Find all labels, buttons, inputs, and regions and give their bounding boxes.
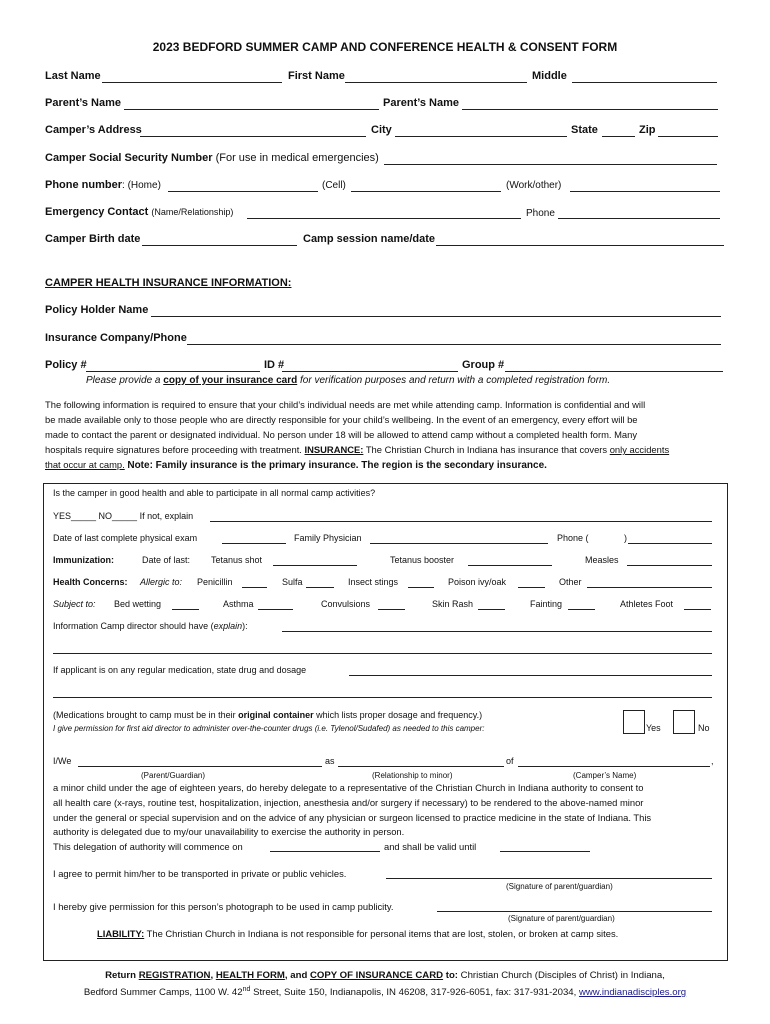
phone-work-field[interactable] bbox=[570, 191, 720, 192]
last-name-label: Last Name bbox=[45, 70, 101, 82]
consent-line-3: under the general or special supervision and on the advice of any physician or surgeon licensed to practice medicine in the state of Indiana. This bbox=[53, 811, 652, 823]
emergency-phone-label: Phone bbox=[526, 208, 555, 219]
yes-label: Yes bbox=[646, 723, 661, 733]
good-health-question: Is the camper in good health and able to participate in all normal camp activities? bbox=[53, 488, 376, 498]
id-field[interactable] bbox=[282, 371, 458, 372]
date-of-last-label: Date of last: bbox=[142, 555, 191, 565]
of-label: of bbox=[506, 756, 514, 766]
footer-copy-card: COPY OF INSURANCE CARD bbox=[309, 970, 444, 981]
city-field[interactable] bbox=[395, 136, 567, 137]
meds-note-pre: (Medications brought to camp must be in their bbox=[53, 710, 236, 720]
birth-date-field[interactable] bbox=[142, 245, 297, 246]
measles-field[interactable] bbox=[627, 565, 712, 566]
session-field[interactable] bbox=[436, 245, 724, 246]
family-physician-field[interactable] bbox=[370, 543, 548, 544]
photo-text: I hereby give permission for this person’s photograph to be used in camp publicity. bbox=[53, 901, 394, 912]
info-line-5-underlined: that occur at camp. bbox=[45, 459, 125, 470]
state-label: State bbox=[571, 124, 598, 136]
policy-label: Policy # bbox=[45, 359, 87, 371]
zip-field[interactable] bbox=[658, 136, 718, 137]
transport-signature-field[interactable] bbox=[386, 878, 712, 879]
note-link: copy of your insurance card bbox=[163, 375, 298, 386]
info-director-field-2[interactable] bbox=[53, 653, 712, 654]
info-line-4-underlined: only accidents bbox=[609, 444, 670, 455]
iwe-label: I/We bbox=[53, 756, 72, 766]
info-line-4-post: The Christian Church in Indiana has insurance that covers bbox=[365, 444, 608, 455]
poison-ivy-label: Poison ivy/oak bbox=[448, 577, 507, 587]
meds-note-bold: original container bbox=[238, 710, 314, 720]
comma-label: , bbox=[711, 756, 714, 766]
family-physician-label: Family Physician bbox=[294, 533, 362, 543]
emergency-row bbox=[45, 206, 233, 218]
zip-label: Zip bbox=[639, 124, 656, 136]
insurance-card-note bbox=[86, 375, 610, 386]
no-checkbox[interactable] bbox=[673, 710, 695, 734]
footer-line-2 bbox=[0, 986, 770, 998]
footer-address-1: Christian Church (Disciples of Christ) in Indiana, bbox=[460, 970, 665, 981]
physician-phone-label: Phone ( bbox=[557, 533, 589, 543]
insurance-company-label: Insurance Company/Phone bbox=[45, 332, 187, 344]
skin-rash-field[interactable] bbox=[478, 609, 505, 610]
parent-guardian-field[interactable] bbox=[78, 766, 322, 767]
fainting-field[interactable] bbox=[568, 609, 595, 610]
phone-cell-field[interactable] bbox=[351, 191, 501, 192]
campers-name-caption: (Camper’s Name) bbox=[573, 771, 637, 780]
campers-address-field[interactable] bbox=[140, 136, 366, 137]
no-label: No bbox=[698, 723, 710, 733]
footer-registration: REGISTRATION bbox=[138, 970, 211, 981]
note-post: for verification purposes and return with a completed registration form. bbox=[300, 375, 611, 386]
session-label: Camp session name/date bbox=[303, 233, 436, 245]
other-label: Other bbox=[559, 577, 582, 587]
policy-field[interactable] bbox=[86, 371, 260, 372]
info-line-4 bbox=[45, 442, 745, 457]
tetanus-shot-label: Tetanus shot bbox=[211, 555, 263, 565]
parents-name-label-1: Parent’s Name bbox=[45, 97, 122, 109]
policy-holder-field[interactable] bbox=[151, 316, 721, 317]
id-label: ID # bbox=[264, 359, 285, 371]
policy-holder-label: Policy Holder Name bbox=[45, 304, 149, 316]
ssn-label: Camper Social Security Number bbox=[45, 152, 213, 164]
footer-comma: , bbox=[210, 970, 214, 981]
penicillin-label: Penicillin bbox=[197, 577, 233, 587]
other-field[interactable] bbox=[587, 587, 712, 588]
footer-address-2-post: Street, Suite 150, Indianapolis, IN 46208, 317-926-6051, fax: 317-931-2034, bbox=[253, 987, 577, 999]
info-director-field[interactable] bbox=[282, 631, 712, 632]
immunization-label: Immunization: bbox=[53, 555, 114, 565]
penicillin-field[interactable] bbox=[242, 587, 267, 588]
info-line-1: The following information is required to ensure that your child’s individual needs are met while attending camp. Information is confidential and will bbox=[45, 399, 646, 410]
as-label: as bbox=[325, 756, 335, 766]
explain-text: explain bbox=[213, 621, 243, 631]
tetanus-shot-field[interactable] bbox=[273, 565, 357, 566]
parent-guardian-caption: (Parent/Guardian) bbox=[141, 771, 206, 780]
info-line-2: be made available only to those people who are directly responsible for your child’s wellbeing. In the event of an emergency, every effort will be bbox=[45, 414, 638, 425]
form-title: 2023 BEDFORD SUMMER CAMP AND CONFERENCE HEALTH & CONSENT FORM bbox=[152, 40, 618, 54]
insurance-label: INSURANCE: bbox=[304, 444, 364, 455]
insect-stings-label: Insect stings bbox=[348, 577, 399, 587]
birth-date-label: Camper Birth date bbox=[45, 233, 141, 245]
relationship-caption: (Relationship to minor) bbox=[372, 771, 453, 780]
info-line-5 bbox=[45, 457, 745, 473]
info-line-3: made to contact the parent or designated individual. No person under 18 will be allowed to attend camp without a completed health form. Many bbox=[45, 429, 638, 440]
phone-number-label: Phone number bbox=[45, 179, 123, 191]
asthma-field[interactable] bbox=[258, 609, 293, 610]
parents-name-field-1[interactable] bbox=[124, 109, 379, 110]
phone-row bbox=[45, 179, 161, 191]
insurance-company-field[interactable] bbox=[187, 344, 721, 345]
sulfa-field[interactable] bbox=[306, 587, 334, 588]
middle-field[interactable] bbox=[572, 82, 717, 83]
footer-return: Return bbox=[105, 970, 137, 981]
tetanus-booster-field[interactable] bbox=[468, 565, 552, 566]
valid-until-field[interactable] bbox=[500, 851, 590, 852]
info-paragraph bbox=[45, 397, 745, 473]
commence-label: This delegation of authority will commence on bbox=[53, 841, 243, 852]
ssn-row bbox=[45, 152, 379, 164]
phone-home-field[interactable] bbox=[168, 191, 318, 192]
skin-rash-label: Skin Rash bbox=[432, 599, 474, 609]
consent-line-2: all health care (x-rays, routine test, hospitalization, injection, anesthesia and/or surgery if necessary) to be rendered to the above-named minor bbox=[53, 796, 644, 808]
bed-wetting-label: Bed wetting bbox=[114, 599, 162, 609]
athletes-foot-field[interactable] bbox=[684, 609, 711, 610]
footer-line-1 bbox=[0, 970, 770, 981]
otc-permission-text: I give permission for first aid director to administer over-the-counter drugs (i.e. Tylenol/Sudafed) as needed to this camper: bbox=[53, 724, 485, 733]
info-line-4-pre: hospitals require signatures before proceeding with treatment. bbox=[45, 444, 302, 455]
commence-date-field[interactable] bbox=[270, 851, 380, 852]
convulsions-field[interactable] bbox=[378, 609, 405, 610]
meds-note-post: which lists proper dosage and frequency.) bbox=[316, 710, 483, 720]
bed-wetting-field[interactable] bbox=[172, 609, 199, 610]
photo-signature-field[interactable] bbox=[437, 911, 712, 912]
insect-stings-field[interactable] bbox=[408, 587, 434, 588]
state-field[interactable] bbox=[602, 136, 635, 137]
health-concerns-label: Health Concerns: bbox=[53, 577, 128, 587]
last-exam-label: Date of last complete physical exam bbox=[53, 533, 198, 543]
meds-note bbox=[53, 710, 482, 720]
yes-no-explain-label: YES_____ NO_____ If not, explain bbox=[53, 511, 194, 521]
ssn-field[interactable] bbox=[384, 164, 717, 165]
info-director-label bbox=[53, 621, 248, 631]
valid-until-label: and shall be valid until bbox=[384, 841, 477, 852]
insurance-heading: CAMPER HEALTH INSURANCE INFORMATION: bbox=[45, 277, 292, 289]
campers-name-field[interactable] bbox=[518, 766, 710, 767]
middle-label: Middle bbox=[532, 70, 567, 82]
emergency-phone-field[interactable] bbox=[558, 218, 720, 219]
signature-caption-2: (Signature of parent/guardian) bbox=[508, 914, 615, 923]
phone-work-label: (Work/other) bbox=[506, 180, 562, 191]
poison-ivy-field[interactable] bbox=[518, 587, 545, 588]
footer-to: to: bbox=[445, 970, 458, 981]
footer-health-form: HEALTH FORM bbox=[215, 970, 285, 981]
physician-phone-field[interactable] bbox=[628, 543, 712, 544]
subject-to-label: Subject to: bbox=[53, 599, 96, 609]
consent-line-4: authority is delegated due to my/our unavailability to exercise the authority in person. bbox=[53, 826, 405, 838]
last-name-field[interactable] bbox=[102, 82, 282, 83]
medication-field-2[interactable] bbox=[53, 697, 712, 698]
group-field[interactable] bbox=[505, 371, 723, 372]
medication-field[interactable] bbox=[349, 675, 712, 676]
signature-caption-1: (Signature of parent/guardian) bbox=[506, 882, 613, 891]
emergency-contact-label: Emergency Contact bbox=[45, 206, 149, 218]
liability-label: LIABILITY: bbox=[97, 928, 145, 939]
transport-text: I agree to permit him/her to be transported in private or public vehicles. bbox=[53, 868, 347, 879]
allergic-to-label: Allergic to: bbox=[140, 577, 183, 587]
website-link[interactable]: www.indianadisciples.org bbox=[578, 987, 687, 999]
info-director-text: Information Camp director should have ( bbox=[53, 621, 214, 631]
group-label: Group # bbox=[462, 359, 505, 371]
phone-home-label: : (Home) bbox=[122, 180, 161, 191]
sulfa-label: Sulfa bbox=[282, 577, 303, 587]
first-name-field[interactable] bbox=[345, 82, 527, 83]
medication-label: If applicant is on any regular medication, state drug and dosage bbox=[53, 665, 307, 675]
measles-label: Measles bbox=[585, 555, 619, 565]
tetanus-booster-label: Tetanus booster bbox=[390, 555, 455, 565]
fainting-label: Fainting bbox=[530, 599, 563, 609]
asthma-label: Asthma bbox=[223, 599, 254, 609]
info-director-end: ): bbox=[242, 621, 248, 631]
physician-phone-close: ) bbox=[624, 533, 627, 543]
last-exam-field[interactable] bbox=[222, 543, 286, 544]
liability-text: The Christian Church in Indiana is not responsible for personal items that are lost, stolen, or broken at camp sites. bbox=[146, 928, 619, 939]
footer-address-2-pre: Bedford Summer Camps, 1100 W. 42 bbox=[83, 987, 243, 999]
parents-name-label-2: Parent’s Name bbox=[383, 97, 460, 109]
footer-and: , and bbox=[284, 970, 308, 981]
ssn-note: (For use in medical emergencies) bbox=[215, 152, 379, 164]
consent-paragraph bbox=[53, 781, 723, 840]
athletes-foot-label: Athletes Foot bbox=[620, 599, 674, 609]
city-label: City bbox=[371, 124, 392, 136]
note-pre: Please provide a bbox=[86, 375, 161, 386]
campers-address-label: Camper’s Address bbox=[45, 124, 142, 136]
convulsions-label: Convulsions bbox=[321, 599, 371, 609]
liability-row bbox=[97, 928, 618, 939]
emergency-note: (Name/Relationship) bbox=[151, 207, 234, 217]
first-name-label: First Name bbox=[288, 70, 345, 82]
relationship-field[interactable] bbox=[338, 766, 504, 767]
footer-address-2-sup: nd bbox=[242, 986, 251, 993]
family-insurance-note: Note: Family insurance is the primary insurance. The region is the secondary insurance. bbox=[127, 460, 547, 471]
emergency-contact-field[interactable] bbox=[247, 218, 521, 219]
parents-name-field-2[interactable] bbox=[462, 109, 718, 110]
explain-field[interactable] bbox=[210, 521, 712, 522]
phone-cell-label: (Cell) bbox=[322, 180, 346, 191]
yes-checkbox[interactable] bbox=[623, 710, 645, 734]
consent-line-1: a minor child under the age of eighteen years, do hereby delegate to a representative of the Christian Church in Indiana authority to consent to bbox=[53, 782, 644, 793]
